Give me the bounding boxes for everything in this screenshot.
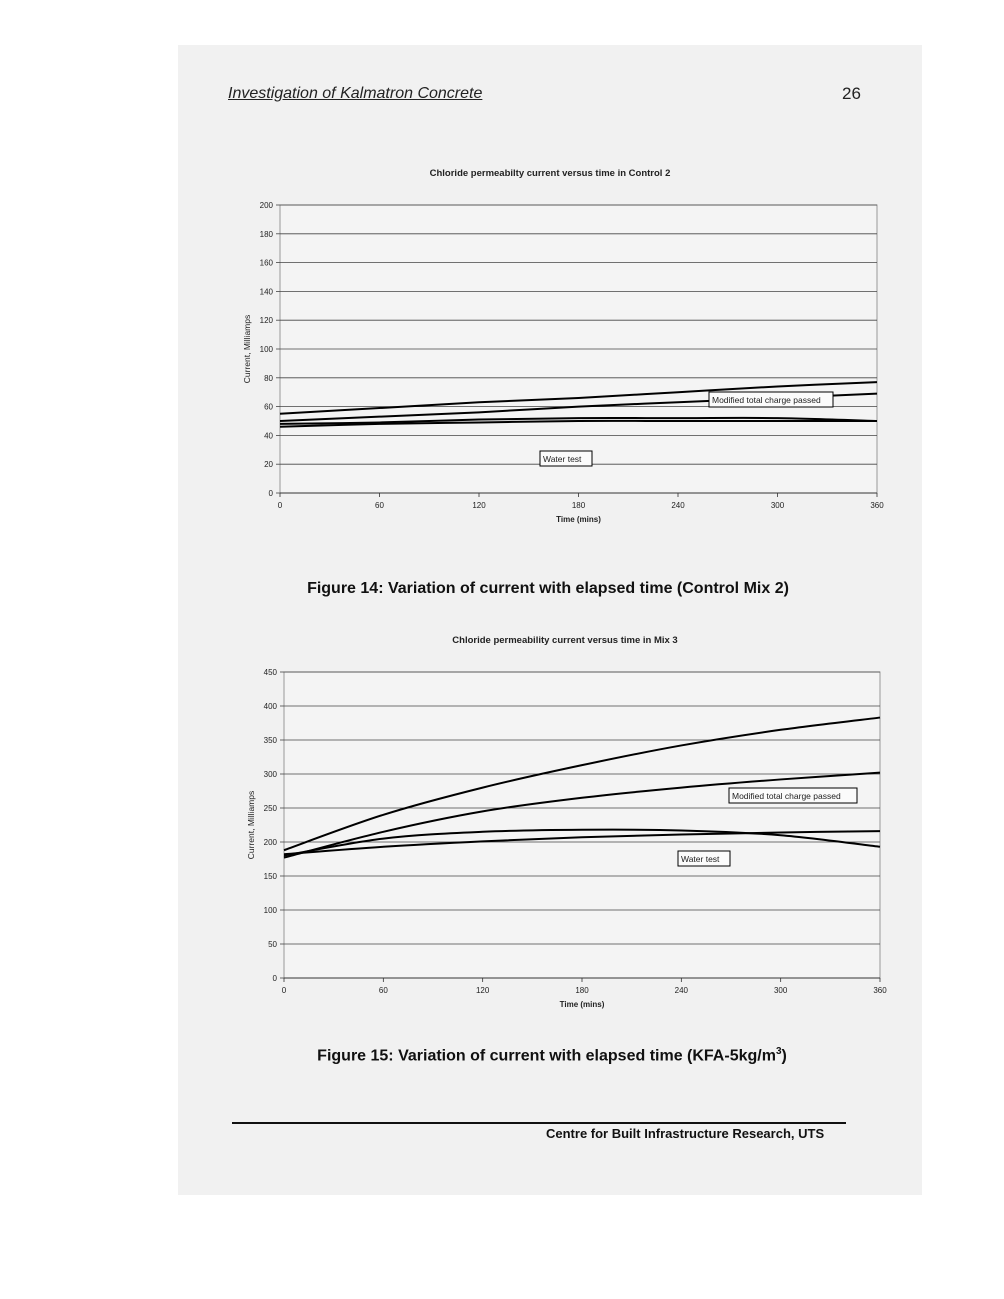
chart-1-y-tick-label: 40 (264, 431, 273, 441)
chart-1-annotation-label: Modified total charge passed (712, 395, 821, 405)
figure-15-caption-superscript: 3 (775, 1046, 782, 1057)
chart-2-y-tick-label: 50 (268, 940, 277, 949)
figure-15-caption-text: Figure 15: Variation of current with elapsed time (KFA-5kg/m (317, 1047, 776, 1065)
chart-2-x-tick-label: 0 (281, 986, 287, 995)
chart-2-y-tick-label: 350 (263, 736, 277, 745)
chart-2-x-tick-label: 60 (378, 986, 388, 995)
chart-1-y-axis-label: Current, Milliamps (242, 314, 252, 384)
chart-2-annotation-label: Water test (681, 854, 720, 864)
figure-14-caption: Figure 14: Variation of current with elapsed time (Control Mix 2) (307, 580, 789, 597)
chart-1-y-tick-label: 100 (259, 345, 273, 354)
footer-text: Centre for Built Infrastructure Research, UTS (546, 1126, 825, 1141)
chart-1-y-tick-label: 180 (259, 229, 273, 239)
chart-2-x-tick-label: 180 (575, 986, 589, 995)
chart-1-y-tick-label: 60 (264, 402, 273, 412)
chart-1-y-tick-label: 200 (259, 201, 273, 210)
chart-1-y-tick-label: 140 (259, 287, 273, 297)
chart-1-y-tick-label: 0 (268, 489, 273, 498)
chart-2-annotation-label: Modified total charge passed (732, 791, 841, 801)
chart-1-x-axis-label: Time (mins) (556, 515, 601, 524)
chart-2-title: Chloride permeability current versus time in Mix 3 (452, 635, 678, 646)
chart-2-x-tick-label: 300 (773, 986, 788, 995)
chart-1-x-tick-label: 180 (571, 501, 586, 510)
chart-2-x-tick-label: 240 (674, 986, 689, 995)
chart-2-plot-area (284, 672, 880, 978)
running-header-title: Investigation of Kalmatron Concrete (228, 85, 483, 102)
chart-1-y-tick-label: 160 (259, 258, 273, 268)
chart-2-x-axis-label: Time (mins) (559, 1000, 605, 1009)
chart-1-title: Chloride permeabilty current versus time in Control 2 (429, 168, 671, 179)
footer-rule (232, 1122, 846, 1124)
chart-1-x-tick-label: 120 (472, 501, 486, 510)
chart-2-y-axis-label: Current, Milliamps (246, 790, 256, 860)
chart-1-x-tick-label: 300 (770, 501, 785, 510)
chart-2-y-tick-label: 0 (272, 974, 277, 983)
chart-1-y-tick-label: 120 (259, 316, 273, 326)
chart-1-x-tick-label: 360 (870, 501, 884, 510)
chart-1-x-tick-label: 60 (375, 501, 384, 510)
chart-2-x-tick-label: 360 (873, 986, 887, 995)
chart-2-y-tick-label: 150 (263, 872, 277, 881)
chart-2-y-tick-label: 450 (263, 668, 277, 677)
chart-2-x-tick-label: 120 (475, 986, 490, 995)
chart-2-y-tick-label: 300 (263, 770, 277, 779)
chart-1-x-tick-label: 0 (277, 501, 283, 510)
chart-2-y-tick-label: 200 (263, 838, 277, 847)
figure-15-caption-close: ) (781, 1047, 787, 1065)
chart-2-y-tick-label: 100 (263, 906, 277, 915)
chart-1-annotation-label: Water test (543, 454, 582, 464)
chart-1-y-tick-label: 80 (264, 373, 273, 383)
chart-2-y-tick-label: 400 (263, 702, 277, 711)
page-number: 26 (842, 84, 861, 103)
chart-1-x-tick-label: 240 (671, 501, 685, 510)
figure-15-caption (252, 1046, 852, 1065)
chart-2-y-tick-label: 250 (263, 804, 277, 813)
chart-1-y-tick-label: 20 (264, 460, 273, 470)
